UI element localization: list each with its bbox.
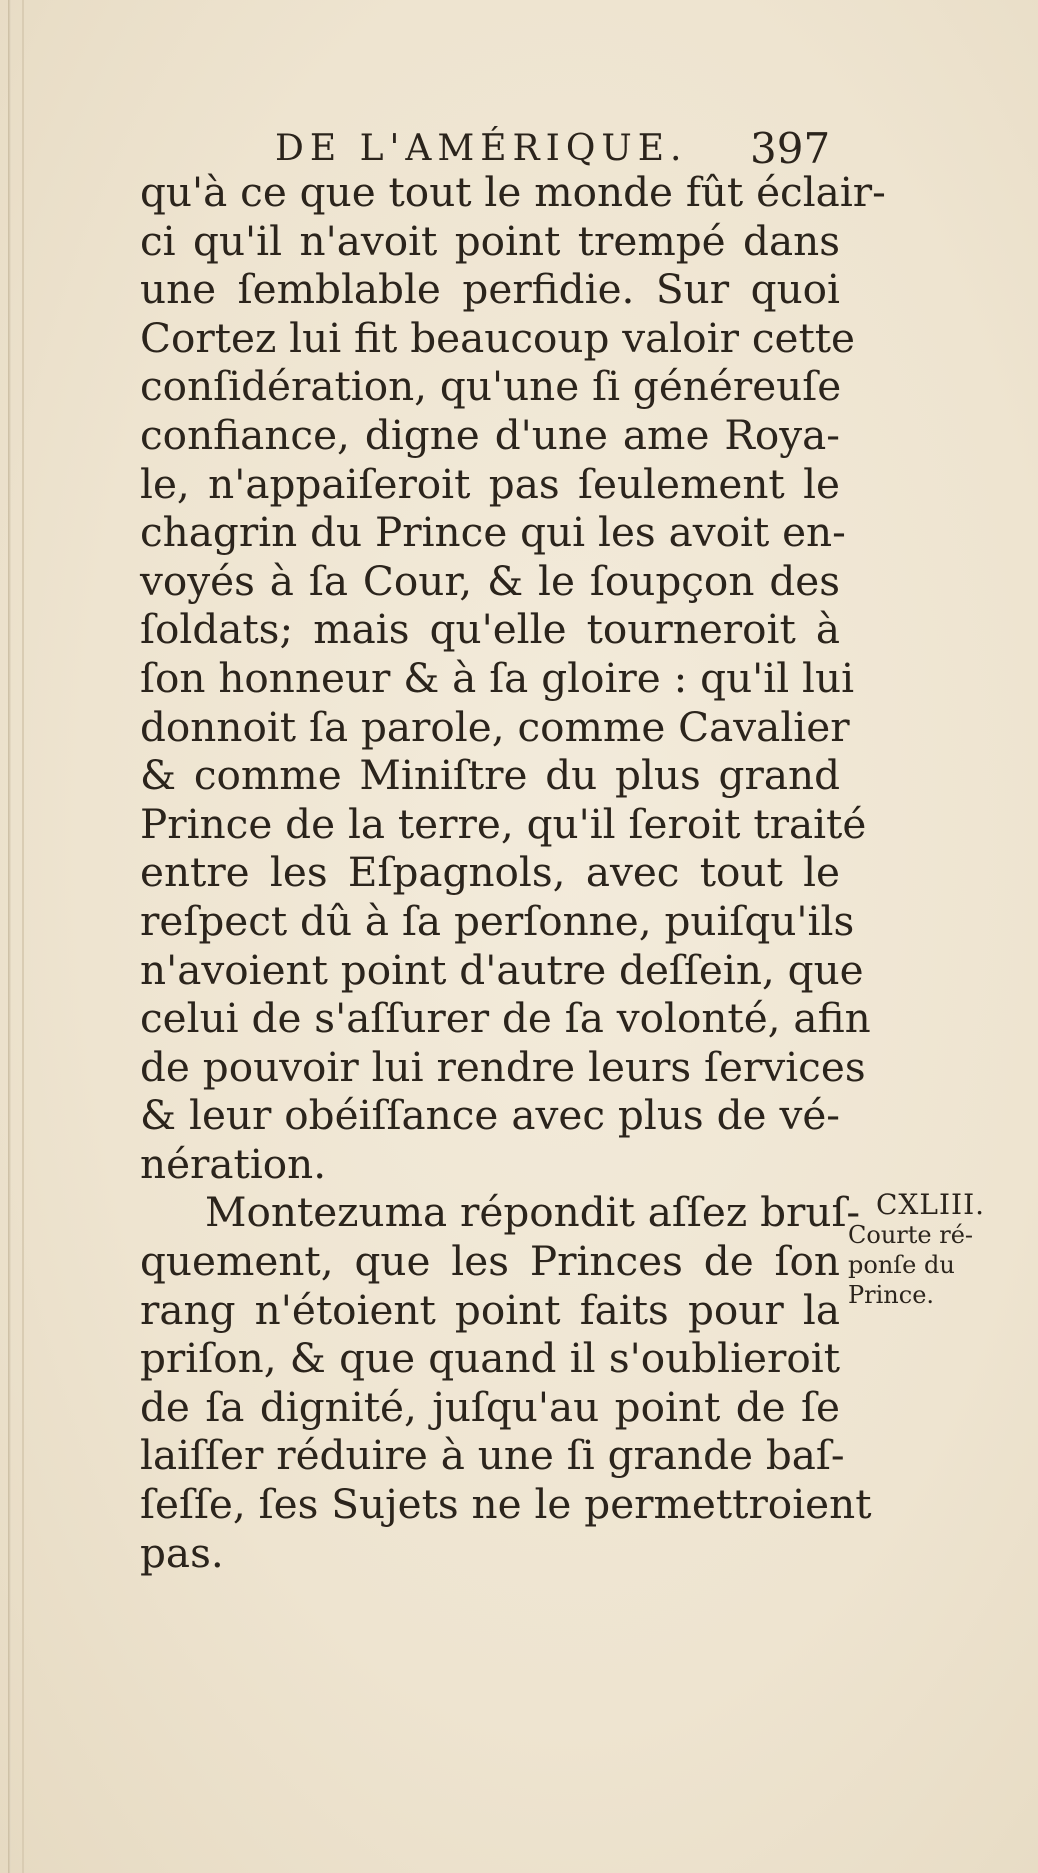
text-line: le, n'appaiſeroit pas ſeulement le [140,459,840,508]
text-line: conſidération, qu'une ſi généreuſe [140,362,842,411]
text-line: voyés à ſa Cour, & le ſoupçon des [140,556,840,605]
binding-edge [8,0,11,1873]
text-line: laiſſer réduire à une ſi grande baſ- [140,1431,845,1480]
text-line: celui de s'aſſurer de ſa volonté, afin [140,994,871,1043]
paragraph-start-line: Montezuma répondit aſſez bruſ- [205,1188,861,1237]
text-line: quement, que les Princes de ſon [140,1237,840,1286]
text-line: une ſemblable perfidie. Sur quoi [140,265,840,314]
margin-note-line: Courte ré- [848,1221,974,1249]
page-number: 397 [750,124,831,173]
text-line: priſon, & que quand il s'oublieroit [140,1334,840,1383]
binding-edge-inner [22,0,24,1873]
text-line: n'avoient point d'autre deſſein, que [140,945,864,994]
margin-note-line: ponſe du [848,1251,955,1279]
text-line: & comme Miniſtre du plus grand [140,751,840,800]
text-line: & leur obéiſſance avec plus de vé- [140,1091,840,1140]
text-line: reſpect dû à ſa perſonne, puiſqu'ils [140,896,855,945]
text-line: pas. [140,1528,224,1577]
text-line: de pouvoir lui rendre leurs ſervices [140,1042,866,1091]
text-line: nération. [140,1139,327,1188]
text-line: chagrin du Prince qui les avoit en- [140,508,846,557]
body-text [140,168,886,1577]
running-title: DE L'AMÉRIQUE. [275,128,688,169]
margin-note [848,1190,1028,1310]
text-line: donnoit ſa parole, comme Cavalier [140,702,850,751]
text-line: ſeſſe, ſes Sujets ne le permettroient [140,1480,872,1529]
text-line: rang n'étoient point faits pour la [140,1285,840,1334]
text-line: Prince de la terre, qu'il ſeroit traité [140,799,867,848]
text-line: confiance, digne d'une ame Roya- [140,410,840,459]
text-line: Cortez lui fit beaucoup valoir cette [140,313,855,362]
text-line: de ſa dignité, juſqu'au point de ſe [140,1382,840,1431]
margin-note-number: CXLIII. [876,1188,986,1221]
text-line: qu'à ce que tout le monde fût éclair- [140,168,886,216]
text-line: ci qu'il n'avoit point trempé dans [140,216,840,265]
text-line: ſoldats; mais qu'elle tourneroit à [140,605,840,654]
text-line: entre les Eſpagnols, avec tout le [140,848,840,897]
margin-note-line: Prince. [848,1281,935,1309]
text-line: ſon honneur & à ſa gloire : qu'il lui [140,653,855,702]
